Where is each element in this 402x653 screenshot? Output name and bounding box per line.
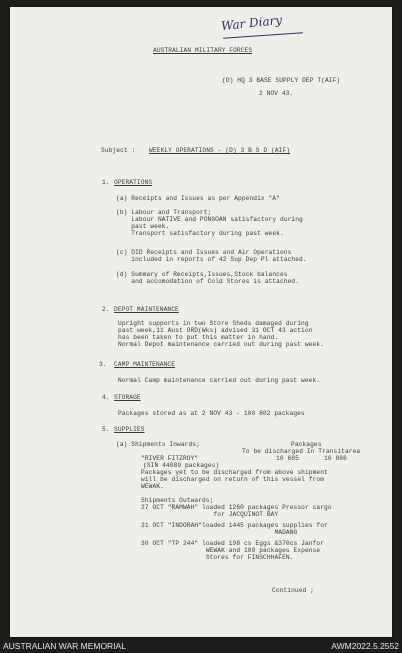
- column-head-packages: Packages: [291, 441, 322, 448]
- outwards-line: 31 OCT "INDORAH"loaded 1445 packages supplies for: [141, 522, 328, 529]
- continued-note: Continued ;: [272, 587, 314, 594]
- section-3-line: Normal Camp maintenance carried out during past week.: [118, 377, 321, 384]
- section-4-number: 4.: [102, 394, 110, 401]
- outwards-line: MADANG: [141, 529, 298, 536]
- section-1-c-line: included in reports of 42 Sup Dep Pl attached.: [116, 256, 307, 263]
- subject-label: Subject :: [101, 147, 136, 154]
- footer-bar: [0, 639, 402, 653]
- date-line: 2 NOV 43.: [259, 90, 294, 97]
- section-5-number: 5.: [102, 426, 110, 433]
- pending-line: will be discharged on return of this vessel from: [141, 476, 325, 483]
- section-2-line: Upright supports in two Store Sheds damaged during: [118, 320, 309, 327]
- outwards-line: for JACQUINOT BAY: [141, 511, 279, 518]
- ship-name: "RIVER FITZROY": [141, 455, 199, 462]
- section-1-b-line: past week.: [116, 223, 170, 230]
- pending-note: [141, 469, 328, 490]
- ship-value-1: 10 685: [276, 455, 299, 462]
- section-1-d-line: and accomodation of Cold Stores is attached.: [116, 278, 300, 285]
- outwards-line: Stores for FINSCHHAFEN.: [141, 554, 294, 561]
- section-2-number: 2.: [102, 306, 110, 313]
- handwritten-note: War Diary: [220, 12, 283, 34]
- section-3-title: CAMP MAINTENANCE: [114, 361, 176, 368]
- section-5-title: SUPPLIES: [114, 426, 145, 433]
- section-4-title: STORAGE: [114, 394, 141, 401]
- section-1-a: (a) Receipts and Issues as per Appendix "A": [116, 195, 280, 202]
- section-1-d-line: (d) Summary of Receipts,Issues,Stock balances: [116, 271, 288, 278]
- footer-accession-number: AWM2022.5.2552: [331, 641, 399, 651]
- section-2-title: DEPOT MAINTENANCE: [114, 306, 179, 313]
- org-heading: AUSTRALIAN MILITARY FORCES: [153, 47, 253, 54]
- outwards-line: 27 OCT "RAMWAH" loaded 1260 packages Pressor cargo: [141, 504, 332, 511]
- section-1-b-line: (b) Labour and Transport;: [116, 209, 212, 216]
- ship-value-2: 16 886: [324, 455, 347, 462]
- pending-line: Packages yet to be discharged from above shipment: [141, 469, 328, 476]
- outwards-line: 30 OCT "TP 244" loaded 198 cs Eggs &370cs Janfor: [141, 540, 325, 547]
- footer-institution: AUSTRALIAN WAR MEMORIAL: [3, 641, 126, 651]
- document-page: [10, 7, 392, 637]
- outwards-label: Shipments Outwards;: [141, 497, 214, 504]
- section-1-b-line: Transport satisfactory during past week.: [116, 230, 284, 237]
- section-2-line: has been taken to put this matter in hand.: [118, 334, 279, 341]
- section-2-line: past week,11 Aust ORD(Wks) advised 31 OCT 43 action: [118, 327, 313, 334]
- outwards-line: WEWAK and 189 packages Expense: [141, 547, 321, 554]
- pending-line: WEWAK.: [141, 483, 164, 490]
- section-1-c-line: (c) DID Receipts and Issues and Air Operations: [116, 249, 292, 256]
- section-1-b: [116, 209, 303, 237]
- section-3-number: 3.: [99, 361, 107, 368]
- section-1-title: OPERATIONS: [114, 179, 153, 186]
- column-head-discharge: To be discharged In Transitarea: [242, 448, 361, 455]
- ship-packages: (SIN 44089 packages): [143, 462, 220, 469]
- section-2-body: [118, 320, 324, 348]
- section-4-line: Packages stored as at 2 NOV 43 - 100 802 packages: [118, 410, 305, 417]
- section-1-number: 1.: [102, 179, 110, 186]
- section-1-d: [116, 271, 299, 285]
- outwards-list: [141, 504, 332, 561]
- section-1-c: [116, 249, 307, 263]
- section-5-a-label: (a) Shipments Inwards;: [116, 441, 200, 448]
- unit-line: (D) HQ 3 BASE SUPPLY DEP T(AIF): [222, 77, 341, 84]
- section-2-line: Normal Depot maintenance carried out during past week.: [118, 341, 324, 348]
- section-1-b-line: Labour NATIVE and PONGOAN satisfactory during: [116, 216, 303, 223]
- subject-title: WEEKLY OPERATIONS - (D) 3 B S D (AIF): [149, 147, 291, 154]
- handwritten-underline: [223, 32, 303, 39]
